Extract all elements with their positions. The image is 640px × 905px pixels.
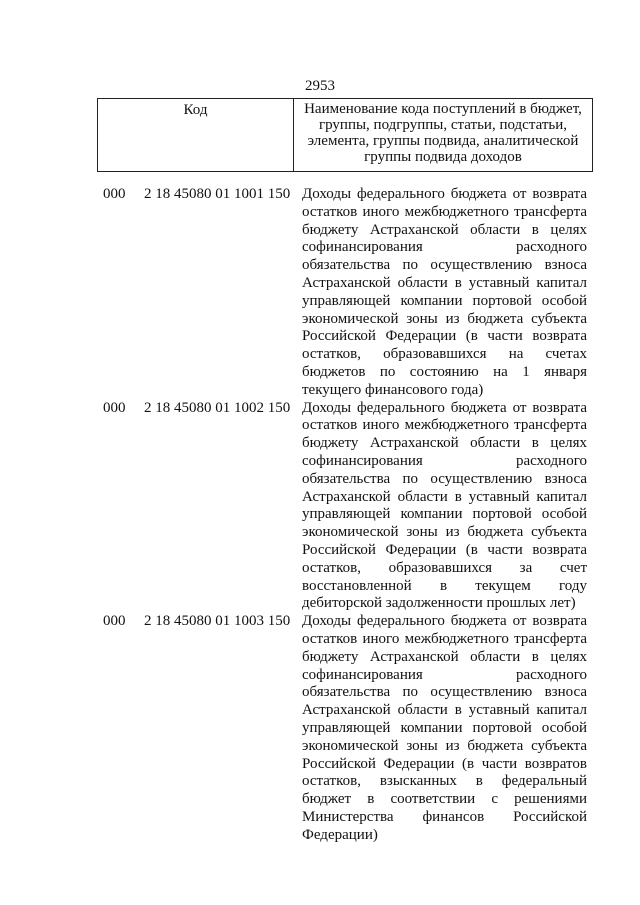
page-number: 2953 (305, 78, 335, 94)
table-row (0, 400, 640, 614)
table-row (0, 186, 640, 400)
income-code-list (0, 186, 640, 844)
admin-code: 000 (103, 613, 126, 630)
income-description: Доходы федерального бюджета от возврата остатков иного межбюджетного трансферта бюджету Астраханской области в целях софинансирования расходного обязательства по осуществлению взноса Астраханской области в уставный капитал управляющей компании портовой особой экономической зоны из бюджета субъекта Российской Федерации (в части возврата остатков, образовавшихся на счетах бюджетов по состоянию на 1 января текущего финансового года) (302, 186, 587, 398)
income-description: Доходы федерального бюджета от возврата остатков иного межбюджетного трансферта бюджету Астраханской области в целях софинансирования расходного обязательства по осуществлению взноса Астраханской области в уставный капитал управляющей компании портовой особой экономической зоны из бюджета субъекта Российской Федерации (в части возвратов остатков, взысканных в федеральный бюджет в соответствии с решениями Министерства финансов Российской Федерации) (302, 613, 587, 843)
admin-code: 000 (103, 399, 126, 416)
income-code: 2 18 45080 01 1003 150 (144, 613, 291, 630)
header-name-column: Наименование кода поступлений в бюджет, группы, подгруппы, статьи, подстатьи, элемента, группы подвида, аналитической группы подвида доходов (304, 101, 582, 165)
table-header (97, 98, 593, 172)
header-code-column: Код (98, 99, 294, 171)
income-code: 2 18 45080 01 1001 150 (144, 186, 291, 202)
table-row (0, 613, 640, 844)
income-description: Доходы федерального бюджета от возврата остатков иного межбюджетного трансферта бюджету Астраханской области в целях софинансирования расходного обязательства по осуществлению взноса Астраханской области в уставный капитал управляющей компании портовой особой экономической зоны из бюджета субъекта Российской Федерации (в части возврата остатков, образовавшихся за счет восстановленной в текущем году дебиторской задолженности прошлых лет) (302, 399, 587, 612)
admin-code: 000 (103, 186, 126, 202)
income-code: 2 18 45080 01 1002 150 (144, 399, 291, 416)
